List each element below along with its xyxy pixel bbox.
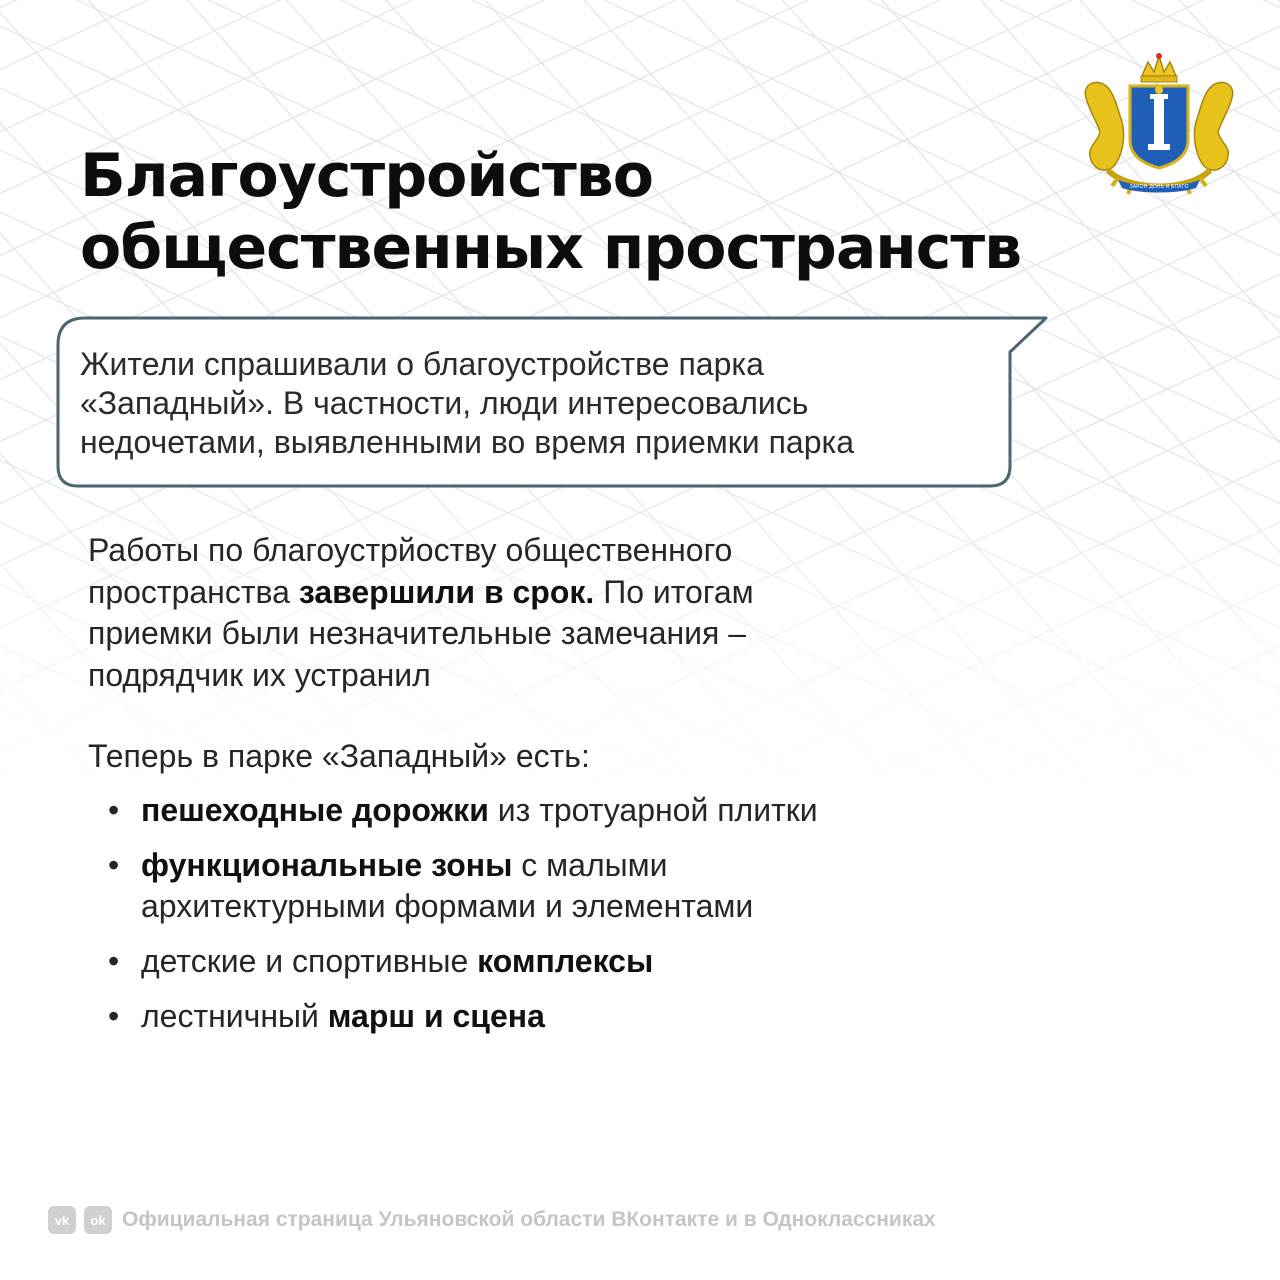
list-item-line bbox=[141, 845, 1008, 886]
question-line: «Западный». В частности, люди интересовались bbox=[80, 385, 809, 421]
list-item bbox=[108, 996, 1008, 1037]
question-line: недочетами, выявленными во время приемки парка bbox=[80, 424, 854, 460]
footer bbox=[48, 1205, 936, 1235]
answer-line: Работы по благоустрйоству общественного bbox=[88, 532, 733, 568]
list-item-line bbox=[141, 941, 1008, 982]
list-item-line: архитектурными формами и элементами bbox=[141, 888, 754, 924]
question-line: Жители спрашивали о благоустройстве парка bbox=[80, 346, 764, 382]
footer-text: Официальная страница Ульяновской области ВКонтакте и в Одноклассниках bbox=[122, 1208, 936, 1231]
title-line-1: Благоустройство bbox=[80, 141, 653, 211]
title-line-2: общественных пространств bbox=[80, 213, 1022, 283]
features-list bbox=[108, 790, 1008, 1051]
list-item-bold: пешеходные дорожки bbox=[141, 792, 489, 828]
bullet-icon: • bbox=[108, 847, 120, 883]
list-item bbox=[108, 941, 1008, 982]
bullet-icon: • bbox=[108, 792, 120, 828]
question-text bbox=[80, 345, 1000, 462]
list-item-bold: функциональные зоны bbox=[141, 847, 513, 883]
bullet-icon: • bbox=[108, 998, 120, 1034]
emblem-ribbon-text: ЗАКОН ДОНЬ И БЛАГО bbox=[1129, 184, 1189, 190]
list-item-line bbox=[141, 790, 1008, 831]
answer-line bbox=[88, 572, 988, 614]
vk-icon[interactable]: vk bbox=[48, 1206, 76, 1234]
features-intro: Теперь в парке «Западный» есть: bbox=[88, 738, 590, 774]
list-item-text: с малыми bbox=[512, 847, 668, 883]
list-item-text: лестничный bbox=[141, 998, 328, 1034]
list-item bbox=[108, 845, 1008, 927]
list-item-text: детские и спортивные bbox=[141, 943, 478, 979]
list-item-text: из тротуарной плитки bbox=[488, 792, 818, 828]
list-item-bold: марш и сцена bbox=[327, 998, 545, 1034]
answer-text: По итогам bbox=[594, 573, 754, 610]
answer-highlight: завершили в срок. bbox=[298, 573, 595, 610]
list-item-line bbox=[141, 996, 1008, 1037]
bullet-icon: • bbox=[108, 943, 120, 979]
answer-line: приемки были незначительные замечания – bbox=[88, 615, 747, 651]
answer-paragraph bbox=[88, 530, 988, 696]
list-item bbox=[108, 790, 1008, 831]
odnoklassniki-icon[interactable]: ok bbox=[84, 1206, 112, 1234]
answer-line: подрядчик их устранил bbox=[88, 656, 431, 693]
answer-text: пространства bbox=[88, 573, 299, 610]
list-item-bold: комплексы bbox=[477, 943, 654, 979]
